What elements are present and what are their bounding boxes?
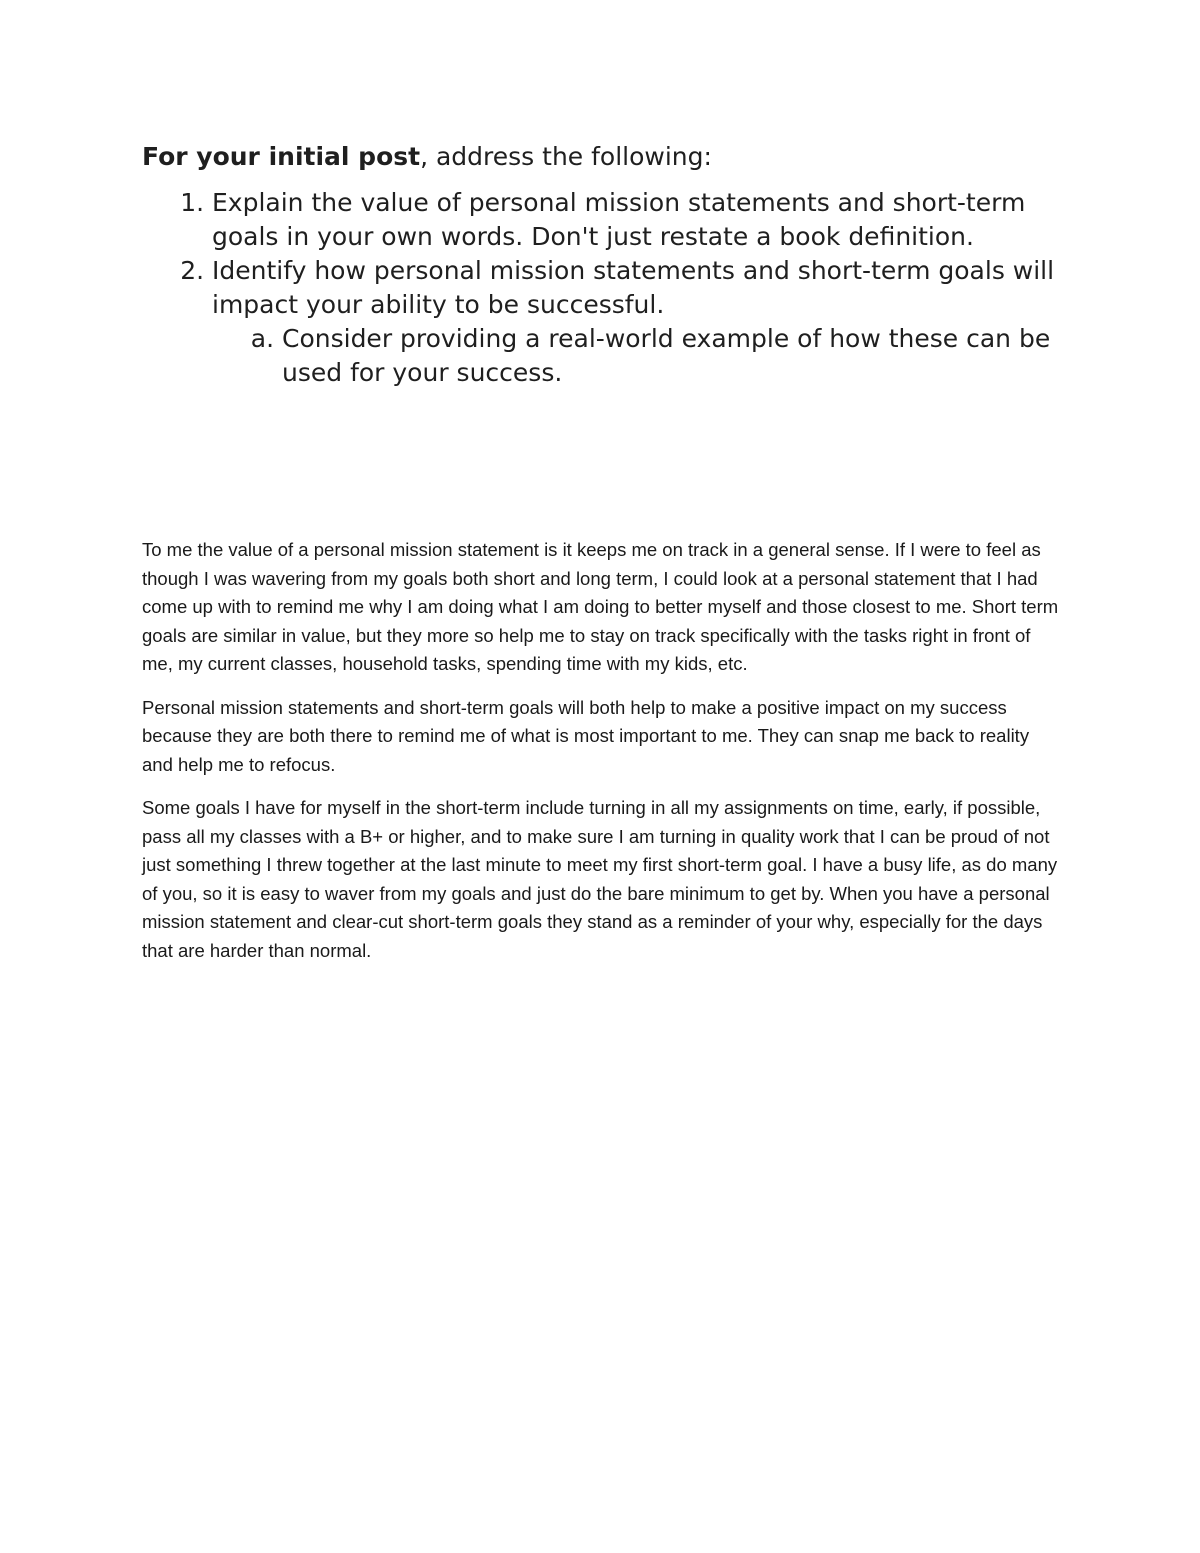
- prompt-item-text: Identify how personal mission statements and short-term goals will impact your ability to be successful.: [212, 256, 1055, 319]
- response-paragraph-3: Some goals I have for myself in the short-term include turning in all my assignments on time, early, if possible, pass all my classes with a B+ or higher, and to make sure I am turning in quality work that I can be proud of not just something I threw together at the last minute to meet my first short-term goal. I have a busy life, as do many of you, so it is easy to waver from my goals and just do the bare minimum to get by. When you have a personal mission statement and clear-cut short-term goals they stand as a reminder of your why, especially for the days that are harder than normal.: [142, 797, 1058, 961]
- discussion-prompt: [142, 140, 1062, 390]
- prompt-intro: [142, 140, 1062, 174]
- response-paragraph-2: Personal mission statements and short-term goals will both help to make a positive impact on my success because they are both there to remind me of what is most important to me. They can snap me back to reality and help me to refocus.: [142, 696, 1030, 775]
- response-body: [142, 536, 1062, 980]
- prompt-subitem-text: Consider providing a real-world example of how these can be used for your success.: [282, 324, 1051, 387]
- prompt-intro-bold: For your initial post: [142, 142, 421, 171]
- response-paragraph-1: To me the value of a personal mission statement is it keeps me on track in a general sense. If I were to feel as though I was wavering from my goals both short and long term, I could look at a personal statement that I had come up with to remind me why I am doing what I am doing to better myself and those closest to me. Short term goals are similar in value, but they more so help me to stay on track specifically with the tasks right in front of me, my current classes, household tasks, spending time with my kids, etc.: [142, 539, 1059, 674]
- prompt-item-1: [212, 186, 1062, 254]
- prompt-item-text: Explain the value of personal mission statements and short-term goals in your own words. Don't just restate a book definition.: [212, 188, 1026, 251]
- prompt-item-2: [212, 254, 1062, 390]
- prompt-intro-rest: , address the following:: [420, 142, 712, 171]
- prompt-list: [142, 186, 1062, 390]
- prompt-sublist: [212, 322, 1062, 390]
- prompt-subitem-a: [282, 322, 1062, 390]
